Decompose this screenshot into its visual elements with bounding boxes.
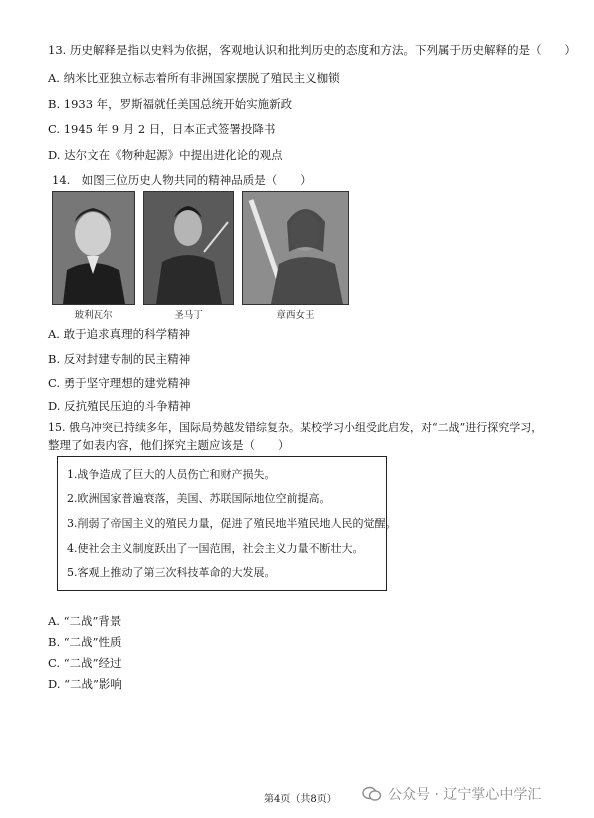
q14-option-d: D. 反抗殖民压迫的斗争精神: [48, 399, 191, 413]
q13-option-b: B. 1933 年，罗斯福就任美国总统开始实施新政: [48, 97, 293, 111]
q13-stem: 13. 历史解释是指以史料为依据，客观地认识和批判历史的态度和方法。下列属于历史解释的是（ ）: [48, 43, 576, 57]
portrait-rani: [242, 191, 349, 321]
box-item-3: 3.削弱了帝国主义的殖民力量，促进了殖民地半殖民地人民的觉醒。: [67, 517, 397, 530]
q13-option-a: A. 纳米比亚独立标志着所有非洲国家摆脱了殖民主义枷锁: [48, 71, 340, 85]
q15-option-d: D. “二战”影响: [48, 677, 122, 691]
q15-stem-line2: 整理了如表内容，他们探究主题应该是（ ）: [48, 438, 290, 452]
q13-option-c: C. 1945 年 9 月 2 日，日本正式签署投降书: [48, 122, 276, 136]
box-item-2: 2.欧洲国家普遍衰落，美国、苏联国际地位空前提高。: [67, 492, 331, 505]
q14-option-c: C. 勇于坚守理想的建党精神: [48, 376, 191, 390]
q14-option-b: B. 反对封建专制的民主精神: [48, 352, 191, 366]
q15-option-b: B. “二战”性质: [48, 635, 122, 649]
portrait-bolivar: [52, 191, 135, 321]
san-martin-portrait-image: [144, 192, 233, 304]
bolivar-portrait-image: [53, 192, 134, 304]
q15-stem-line1: 15. 俄乌冲突已持续多年，国际局势越发错综复杂。某校学习小组受此启发，对“二战”进行探究学习，: [48, 421, 543, 434]
q15-option-c: C. “二战”经过: [48, 656, 122, 670]
box-item-4: 4.使社会主义制度跃出了一国范围，社会主义力量不断壮大。: [67, 542, 364, 555]
q14-stem: 14. 如图三位历史人物共同的精神品质是（ ）: [52, 173, 312, 187]
rani-portrait-image: [243, 192, 348, 304]
watermark: [362, 784, 541, 804]
q15-option-a: A. “二战”背景: [48, 614, 122, 628]
wechat-icon: [362, 786, 382, 802]
caption-rani: 章西女王: [276, 310, 315, 321]
watermark-text: 公众号 · 辽宁掌心中学汇: [388, 787, 542, 803]
q14-option-a: A. 敢于追求真理的科学精神: [48, 327, 191, 341]
q15-content-box: [57, 456, 397, 591]
portrait-san-martin: [143, 191, 234, 321]
q13-option-d: D. 达尔文在《物种起源》中提出进化论的观点: [48, 148, 283, 162]
page-footer: 第4页（共8页）: [264, 794, 337, 805]
box-item-5: 5.客观上推动了第三次科技革命的大发展。: [67, 566, 276, 579]
caption-san-martin: 圣马丁: [174, 310, 203, 321]
box-item-1: 1.战争造成了巨大的人员伤亡和财产损失。: [67, 468, 276, 481]
caption-bolivar: 玻利瓦尔: [74, 310, 113, 321]
